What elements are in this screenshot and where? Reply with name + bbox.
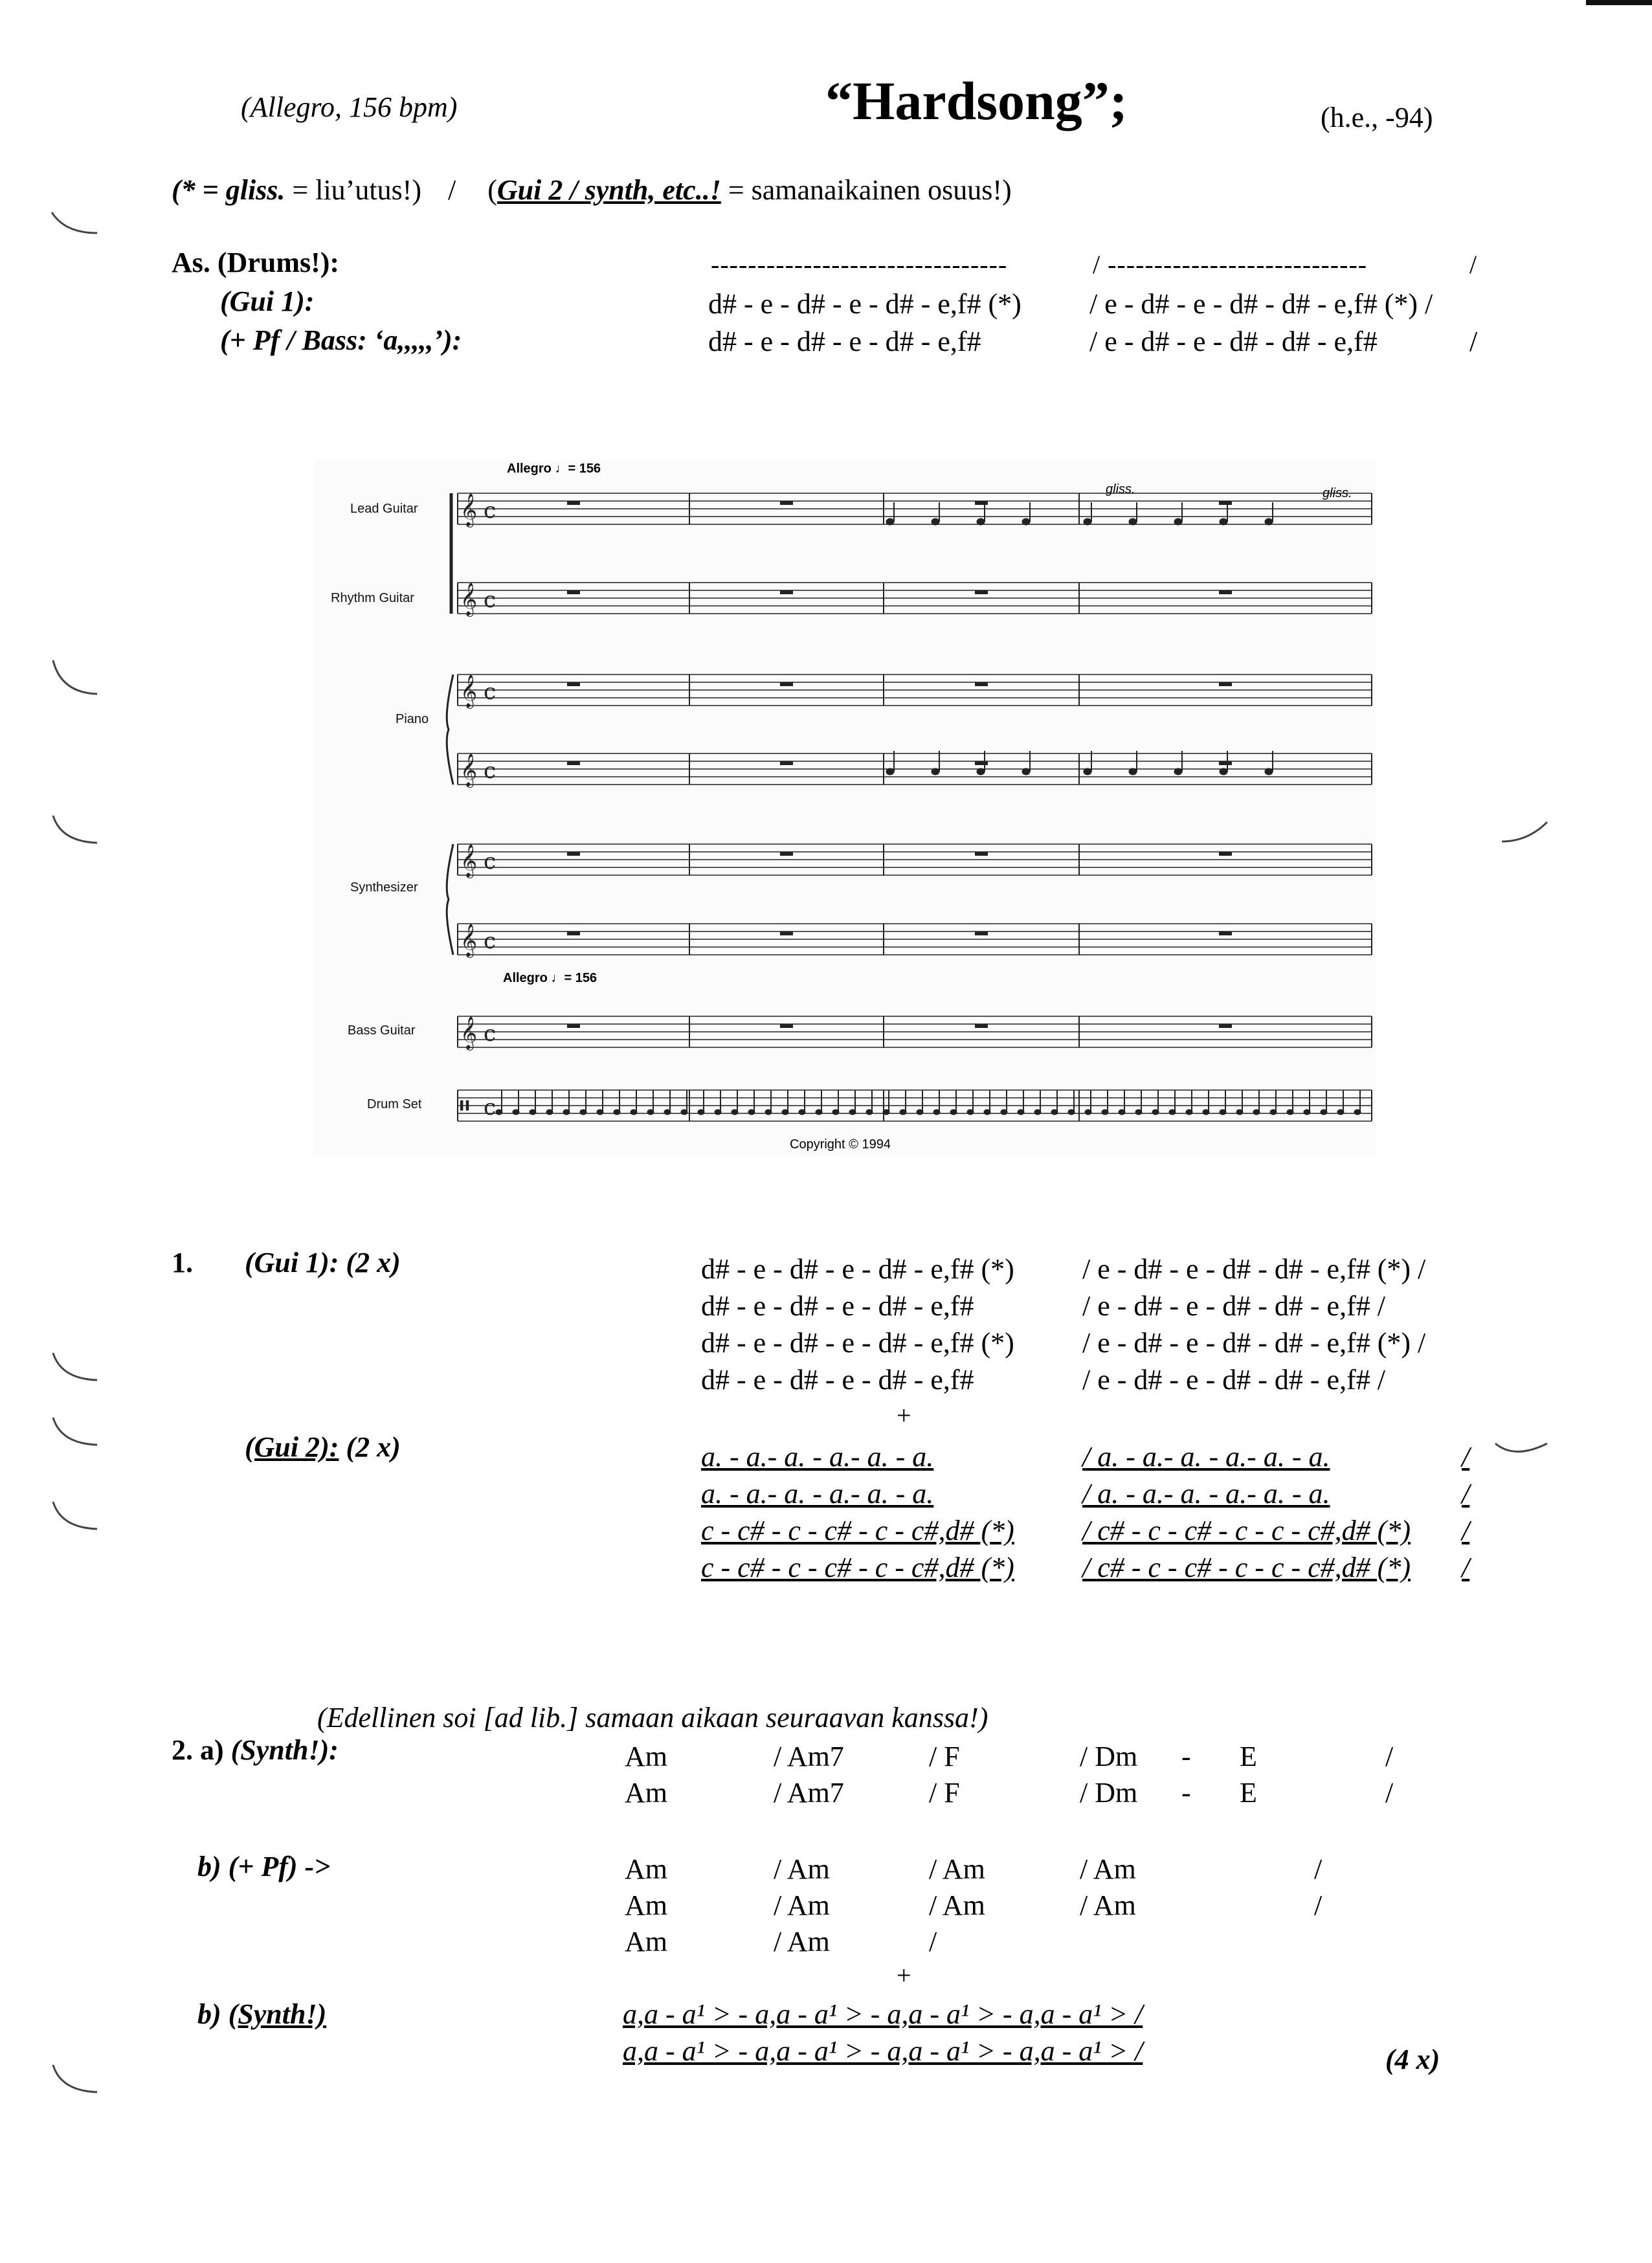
- gliss-label-1: gliss.: [1106, 482, 1135, 496]
- chord-2a-r2-c4: / Dm: [1080, 1777, 1138, 1809]
- punch-mark: [45, 1346, 104, 1392]
- gui1-line-4b: / e - d# - e - d# - d# - e,f# /: [1082, 1364, 1385, 1396]
- section2b-synth-label: b) (Synth!): [197, 1998, 327, 2030]
- intro-label-pfbass: (+ Pf / Bass: ‘a,,,,,’):: [220, 324, 462, 356]
- intro-gui1-bar1: d# - e - d# - e - d# - e,f# (*): [708, 288, 1021, 320]
- chord-2b-r1-end: /: [1314, 1853, 1323, 1885]
- score-copyright: Copyright © 1994: [790, 1137, 891, 1152]
- svg-text:c: c: [484, 849, 497, 875]
- gliss-label-2: gliss.: [1323, 486, 1352, 500]
- gui1-line-1b: / e - d# - e - d# - d# - e,f# (*) /: [1082, 1253, 1426, 1285]
- gui2-line-4a: c - c# - c - c# - c - c#,d# (*): [701, 1552, 1014, 1583]
- gui2-line-4c: /: [1462, 1552, 1470, 1583]
- section1-gui2-label: (Gui 2): (2 x): [245, 1431, 401, 1463]
- svg-text:𝄞: 𝄞: [460, 753, 478, 786]
- synth-line-2: a,a - a¹ > - a,a - a¹ > - a,a - a¹ > - a,a - a¹ > /: [623, 2035, 1143, 2067]
- chord-2b-r1-c1: Am: [625, 1853, 667, 1885]
- score-excerpt: [314, 461, 1376, 1156]
- chord-2b-r2-c2: / Am: [774, 1890, 830, 1921]
- svg-text:c: c: [484, 498, 497, 524]
- chord-2a-r1-c1: Am: [625, 1741, 667, 1772]
- gui1-line-4a: d# - e - d# - e - d# - e,f#: [701, 1364, 974, 1396]
- scan-edge: [1586, 0, 1652, 13]
- chord-2b-r3-c1: Am: [625, 1926, 667, 1957]
- legend-line: [172, 173, 1012, 206]
- page-title: “Hardsong”;: [825, 71, 1128, 131]
- repeat-count: (4 x): [1385, 2044, 1440, 2075]
- section1-plus: +: [897, 1401, 911, 1430]
- punch-mark: [45, 2058, 104, 2104]
- svg-text:𝄞: 𝄞: [460, 583, 478, 616]
- chord-2a-r2-c2: / Am7: [774, 1777, 844, 1809]
- punch-mark: [45, 654, 104, 706]
- svg-text:𝄞: 𝄞: [460, 674, 478, 708]
- gui2-line-3a: c - c# - c - c# - c - c#,d# (*): [701, 1515, 1014, 1546]
- intro-drums-end: /: [1469, 250, 1477, 279]
- gliss-explanation: = liu’utus!): [285, 174, 421, 206]
- chord-2b-r1-c3: / Am: [929, 1853, 985, 1885]
- intro-label-gui1: (Gui 1):: [220, 285, 315, 317]
- instrument-label: Synthesizer: [350, 880, 418, 895]
- chord-2a-r2-c3: / F: [929, 1777, 960, 1809]
- svg-text:c: c: [484, 1021, 497, 1047]
- svg-text:c: c: [484, 758, 497, 784]
- simul-key: Gui 2 / synth, etc..!: [497, 174, 721, 206]
- gui2-line-1b: / a. - a.- a. - a.- a. - a.: [1082, 1441, 1330, 1473]
- chord-2b-r2-c3: / Am: [929, 1890, 985, 1921]
- section1-number: 1.: [172, 1247, 193, 1278]
- tempo-note: (Allegro, 156 bpm): [241, 91, 458, 123]
- svg-text:c: c: [484, 587, 497, 613]
- instrument-label: Piano: [396, 712, 429, 726]
- svg-text:c: c: [484, 1095, 497, 1120]
- svg-text:𝄞: 𝄞: [460, 924, 478, 957]
- chord-2b-r2-c1: Am: [625, 1890, 667, 1921]
- intro-drums-bar2: / ----------------------------: [1093, 250, 1368, 279]
- chord-2b-r2-end: /: [1314, 1890, 1323, 1921]
- chord-2a-r2-c5: E: [1240, 1777, 1257, 1809]
- chord-2a-r1-end: /: [1385, 1741, 1394, 1772]
- chord-2a-r1-c5: E: [1240, 1741, 1257, 1772]
- score-staves: [314, 461, 1376, 1156]
- chord-2a-r2-end: /: [1385, 1777, 1394, 1809]
- section2-plus: +: [897, 1961, 911, 1990]
- gui2-line-3c: /: [1462, 1515, 1470, 1546]
- chord-2b-r2-c4: / Am: [1080, 1890, 1136, 1921]
- punch-mark: [45, 809, 104, 854]
- legend-divider: /: [448, 174, 456, 206]
- punch-mark: [45, 207, 104, 246]
- punch-mark: [45, 1411, 104, 1456]
- instrument-label: Drum Set: [367, 1097, 422, 1111]
- gui2-line-2b: / a. - a.- a. - a.- a. - a.: [1082, 1478, 1330, 1510]
- gui2-line-2a: a. - a.- a. - a.- a. - a.: [701, 1478, 934, 1510]
- intro-drums-bar1: --------------------------------: [711, 250, 1008, 279]
- intro-bass-bar1: d# - e - d# - e - d# - e,f#: [708, 326, 981, 357]
- instrument-label: Bass Guitar: [348, 1023, 416, 1038]
- score-tempo: Allegro ♩= 156: [507, 462, 601, 476]
- author-year: (h.e., -94): [1321, 102, 1433, 133]
- chord-2a-r1-c4: / Dm: [1080, 1741, 1138, 1772]
- gui2-line-1a: a. - a.- a. - a.- a. - a.: [701, 1441, 934, 1473]
- gui1-line-2a: d# - e - d# - e - d# - e,f#: [701, 1290, 974, 1322]
- chord-2b-r3-c2: / Am: [774, 1926, 830, 1957]
- section2b-label: b) (+ Pf) ->: [197, 1851, 331, 1882]
- instrument-label: Rhythm Guitar: [331, 591, 414, 605]
- chord-2a-r1-dash: -: [1181, 1741, 1191, 1772]
- simul-open: (: [487, 174, 497, 206]
- instrument-label: Lead Guitar: [350, 502, 418, 516]
- score-tempo-bass: Allegro ♩= 156: [503, 971, 597, 985]
- gliss-key: (* = gliss.: [172, 174, 285, 206]
- intro-bass-bar2: / e - d# - e - d# - d# - e,f#: [1089, 326, 1378, 357]
- svg-text:𝄞: 𝄞: [460, 844, 478, 877]
- section1-gui1-label: (Gui 1): (2 x): [245, 1247, 401, 1278]
- chord-2a-r1-c2: / Am7: [774, 1741, 844, 1772]
- synth-line-1: a,a - a¹ > - a,a - a¹ > - a,a - a¹ > - a,a - a¹ > /: [623, 1998, 1143, 2030]
- gui1-line-3a: d# - e - d# - e - d# - e,f# (*): [701, 1327, 1014, 1359]
- svg-text:𝄥: 𝄥: [460, 1090, 469, 1123]
- gui2-line-4b: / c# - c - c# - c - c - c#,d# (*): [1082, 1552, 1411, 1583]
- chord-2b-r3-c3: /: [929, 1926, 937, 1957]
- simul-explanation: = samanaikainen osuus!): [720, 174, 1012, 206]
- gui2-line-1c: /: [1462, 1441, 1470, 1473]
- chord-2a-r2-dash: -: [1181, 1777, 1191, 1809]
- punch-mark: [1489, 1431, 1554, 1469]
- svg-text:𝄞: 𝄞: [460, 493, 478, 526]
- section2-note: (Edellinen soi [ad lib.] samaan aikaan seuraavan kanssa!): [317, 1702, 988, 1733]
- intro-label-drums: As. (Drums!):: [172, 247, 340, 278]
- chord-2b-r1-c2: / Am: [774, 1853, 830, 1885]
- gui2-line-2c: /: [1462, 1478, 1470, 1510]
- intro-bass-end: /: [1469, 326, 1478, 357]
- svg-text:c: c: [484, 679, 497, 705]
- chord-2b-r1-c4: / Am: [1080, 1853, 1136, 1885]
- punch-mark: [45, 1495, 104, 1541]
- intro-gui1-bar2: / e - d# - e - d# - d# - e,f# (*) /: [1089, 288, 1433, 320]
- gui1-line-2b: / e - d# - e - d# - d# - e,f# /: [1082, 1290, 1385, 1322]
- chord-2a-r2-c1: Am: [625, 1777, 667, 1809]
- section2a-label: 2. a) (Synth!):: [172, 1734, 339, 1766]
- gui1-line-1a: d# - e - d# - e - d# - e,f# (*): [701, 1253, 1014, 1285]
- gui1-line-3b: / e - d# - e - d# - d# - e,f# (*) /: [1082, 1327, 1426, 1359]
- svg-text:c: c: [484, 928, 497, 954]
- gui2-line-3b: / c# - c - c# - c - c - c#,d# (*): [1082, 1515, 1411, 1546]
- chord-2a-r1-c3: / F: [929, 1741, 960, 1772]
- punch-mark: [1495, 816, 1554, 854]
- svg-text:𝄞: 𝄞: [460, 1016, 478, 1049]
